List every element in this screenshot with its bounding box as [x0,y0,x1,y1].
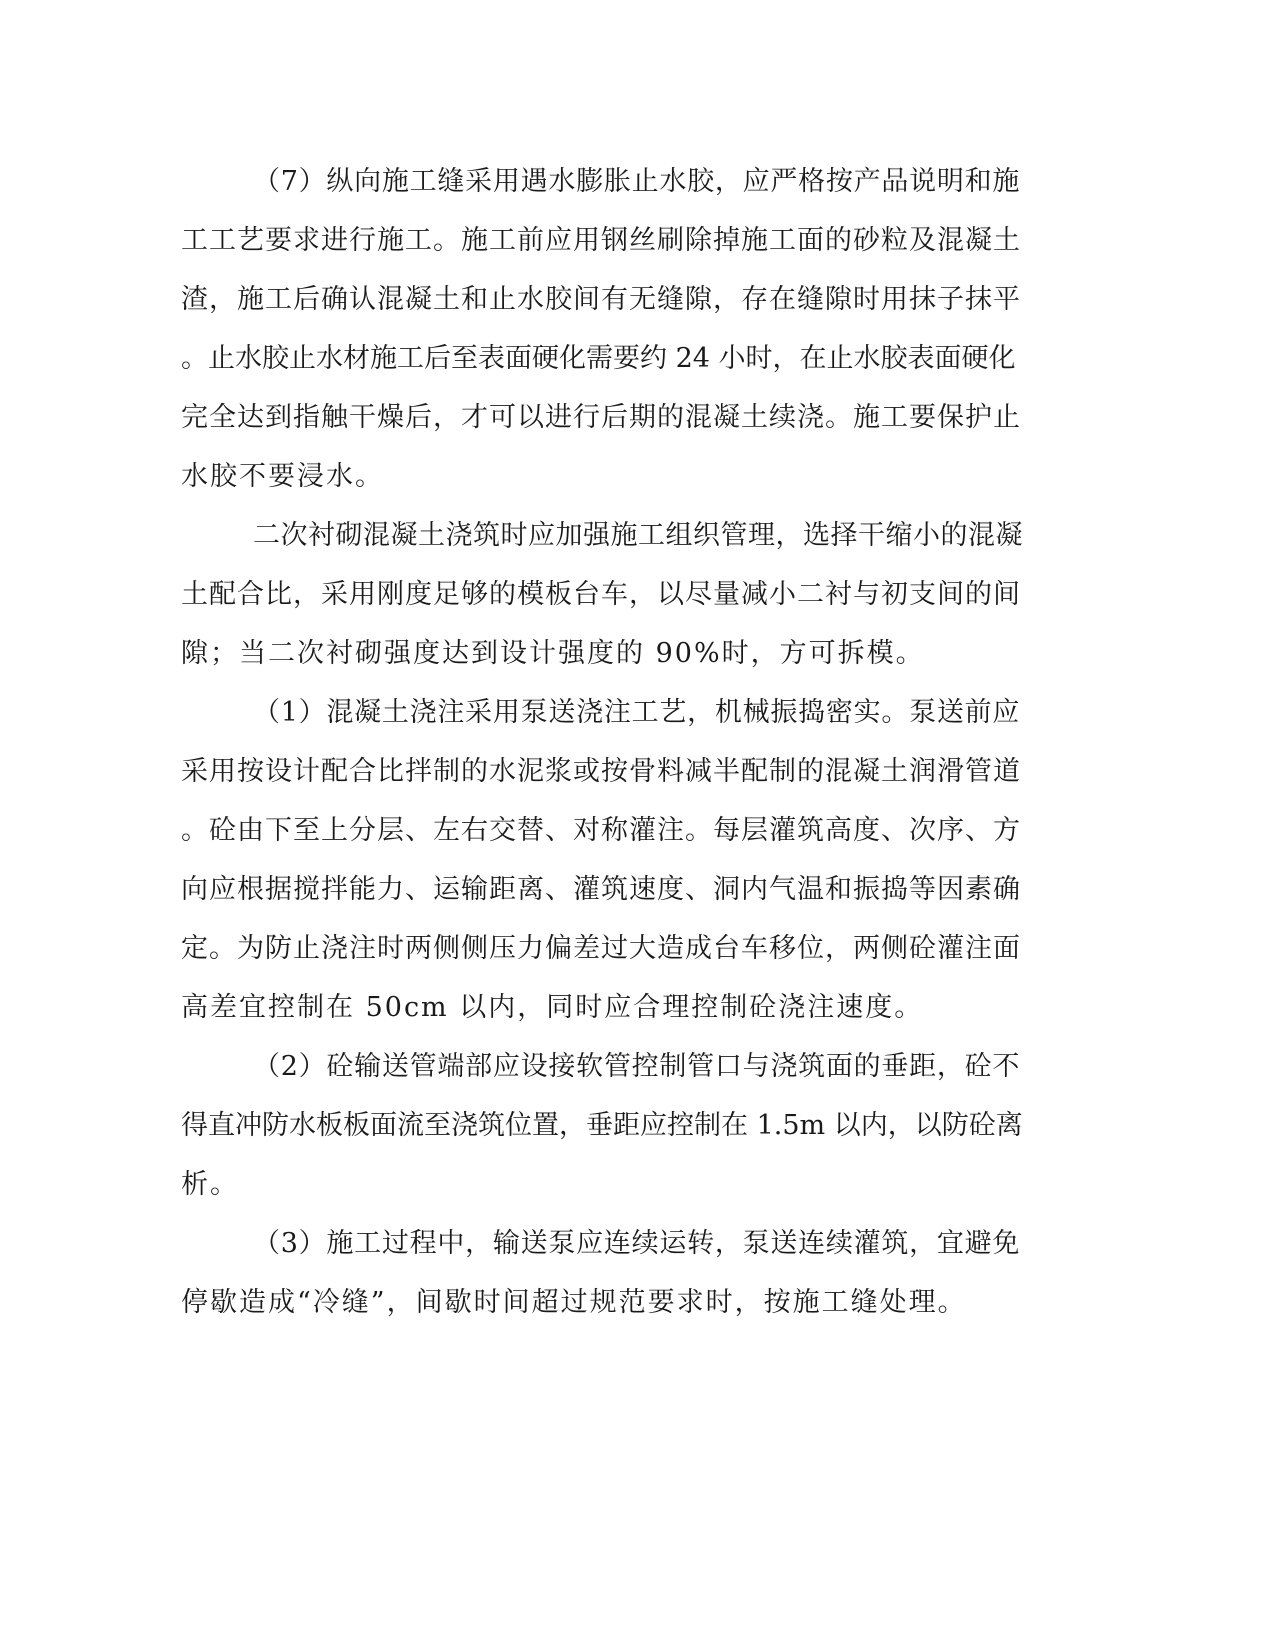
text-line: 得直冲防水板板面流至浇筑位置，垂距应控制在 1.5m 以内，以防砼离 [181,1110,1023,1141]
text-line: 高差宜控制在 50cm 以内，同时应合理控制砼浇注速度。 [181,992,924,1023]
text-line: 停歇造成“冷缝”，间歇时间超过规范要求时，按施工缝处理。 [181,1287,967,1318]
text-line: 定。为防止浇注时两侧侧压力偏差过大造成台车移位，两侧砼灌注面 [181,933,1021,964]
text-line: 二次衬砌混凝土浇筑时应加强施工组织管理，选择干缩小的混凝 [253,520,1023,551]
paragraph-continuous-pumping [181,1214,1023,1332]
text-line: 向应根据搅拌能力、运输距离、灌筑速度、洞内气温和振捣等因素确 [181,874,1021,905]
paragraph-secondary-lining [181,506,1023,683]
text-line: （7）纵向施工缝采用遇水膨胀止水胶，应严格按产品说明和施 [253,166,1021,197]
text-line: 。止水胶止水材施工后至表面硬化需要约 24 小时，在止水胶表面硬化 [181,343,1016,374]
text-line: （3）施工过程中，输送泵应连续运转，泵送连续灌筑，宜避免 [253,1228,1021,1259]
text-line: 完全达到指触干燥后，才可以进行后期的混凝土续浇。施工要保护止 [181,402,1021,433]
text-line: （2）砼输送管端部应设接软管控制管口与浇筑面的垂距，砼不 [253,1051,1021,1082]
paragraph-delivery-hose [181,1037,1023,1214]
text-line: 析。 [181,1169,239,1200]
document-body [181,152,1023,1332]
paragraph-pumped-pouring [181,683,1023,1037]
text-line: 。砼由下至上分层、左右交替、对称灌注。每层灌筑高度、次序、方 [181,815,1021,846]
text-line: 工工艺要求进行施工。施工前应用钢丝刷除掉施工面的砂粒及混凝土 [181,225,1021,256]
text-line: 隙；当二次衬砌强度达到设计强度的 90%时，方可拆模。 [181,638,925,669]
text-line: （1）混凝土浇注采用泵送浇注工艺，机械振捣密实。泵送前应 [253,697,1021,728]
paragraph-waterstop-sealant [181,152,1023,506]
text-line: 渣，施工后确认混凝土和止水胶间有无缝隙，存在缝隙时用抹子抹平 [181,284,1021,315]
text-line: 土配合比，采用刚度足够的模板台车，以尽量减小二衬与初支间的间 [181,579,1021,610]
text-line: 水胶不要浸水。 [181,461,384,492]
text-line: 采用按设计配合比拌制的水泥浆或按骨料减半配制的混凝土润滑管道 [181,756,1021,787]
